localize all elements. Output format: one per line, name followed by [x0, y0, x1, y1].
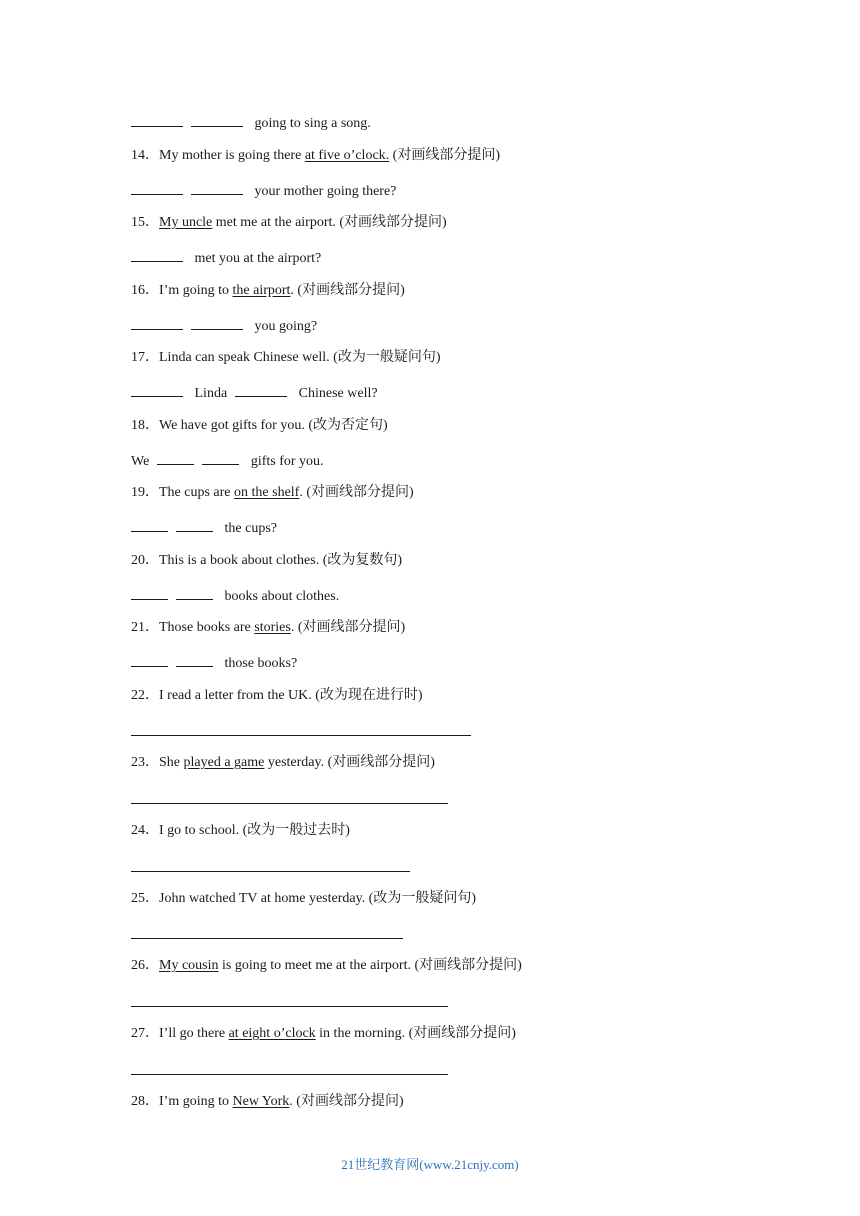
- question-text: The cups are: [159, 485, 235, 500]
- question-text: John watched TV at home yesterday. (改为一般疑问句): [159, 891, 477, 906]
- answer-text: the cups?: [224, 521, 277, 536]
- blank[interactable]: [131, 248, 183, 262]
- question-text: I’ll go there: [159, 1026, 229, 1041]
- blank[interactable]: [191, 316, 243, 330]
- underlined-phrase: at five o’clock.: [304, 148, 390, 163]
- question-24: [131, 822, 350, 840]
- answer-text: Linda: [194, 386, 228, 401]
- answer-rule-26[interactable]: [131, 1006, 448, 1007]
- question-number: 25．: [131, 891, 159, 906]
- question-21: [131, 619, 405, 637]
- question-22: [131, 687, 423, 705]
- underlined-phrase: the airport: [232, 283, 291, 298]
- underlined-phrase: stories: [254, 620, 291, 635]
- answer-text: those books?: [224, 656, 298, 671]
- answer-line-14: [131, 181, 396, 201]
- answer-text: you going?: [254, 319, 318, 334]
- question-14: [131, 147, 500, 165]
- answer-line-20: [131, 586, 339, 606]
- blank[interactable]: [131, 383, 183, 397]
- answer-line-18: [131, 451, 324, 471]
- blank[interactable]: [235, 383, 287, 397]
- question-number: 15．: [131, 215, 159, 230]
- answer-text: met you at the airport?: [194, 251, 322, 266]
- blank[interactable]: [157, 451, 194, 465]
- answer-line-13: [131, 113, 371, 133]
- question-19: [131, 484, 414, 502]
- question-text: Those books are: [159, 620, 255, 635]
- answer-text: We: [131, 454, 150, 469]
- blank[interactable]: [131, 113, 183, 127]
- question-text: We have got gifts for you. (改为否定句): [159, 418, 388, 433]
- question-number: 26．: [131, 958, 159, 973]
- blank[interactable]: [176, 586, 213, 600]
- question-text: I go to school. (改为一般过去时): [159, 823, 350, 838]
- blank[interactable]: [176, 518, 213, 532]
- answer-text: going to sing a song.: [254, 116, 371, 131]
- underlined-phrase: New York: [232, 1094, 290, 1109]
- blank[interactable]: [202, 451, 239, 465]
- answer-text: your mother going there?: [254, 184, 397, 199]
- answer-line-19: [131, 518, 277, 538]
- blank[interactable]: [131, 653, 168, 667]
- question-number: 22．: [131, 688, 159, 703]
- question-17: [131, 349, 441, 367]
- answer-rule-22[interactable]: [131, 735, 471, 736]
- underlined-phrase: at eight o’clock: [228, 1026, 316, 1041]
- question-number: 24．: [131, 823, 159, 838]
- blank[interactable]: [131, 586, 168, 600]
- instruction: . (对画线部分提问): [299, 485, 414, 500]
- underlined-phrase: My uncle: [159, 215, 213, 230]
- underlined-phrase: played a game: [183, 755, 265, 770]
- instruction: . (对画线部分提问): [290, 283, 405, 298]
- answer-rule-24[interactable]: [131, 871, 410, 872]
- question-text: She: [159, 755, 184, 770]
- question-number: 23．: [131, 755, 159, 770]
- question-number: 18．: [131, 418, 159, 433]
- question-20: [131, 552, 402, 570]
- answer-text: books about clothes.: [224, 589, 340, 604]
- question-number: 16．: [131, 283, 159, 298]
- question-text: This is a book about clothes. (改为复数句): [159, 553, 403, 568]
- instruction: is going to meet me at the airport. (对画线部分提问): [218, 958, 522, 973]
- question-number: 27．: [131, 1026, 159, 1041]
- answer-line-17: [131, 383, 378, 403]
- blank[interactable]: [131, 181, 183, 195]
- instruction: met me at the airport. (对画线部分提问): [212, 215, 447, 230]
- instruction: . (对画线部分提问): [289, 1094, 404, 1109]
- question-number: 14．: [131, 148, 159, 163]
- question-text: I’m going to: [159, 1094, 233, 1109]
- question-18: [131, 417, 388, 435]
- answer-text: gifts for you.: [250, 454, 324, 469]
- instruction: yesterday. (对画线部分提问): [264, 755, 435, 770]
- question-number: 19．: [131, 485, 159, 500]
- instruction: . (对画线部分提问): [290, 620, 406, 635]
- underlined-phrase: on the shelf: [234, 485, 300, 500]
- blank[interactable]: [191, 113, 243, 127]
- question-text: Linda can speak Chinese well. (改为一般疑问句): [159, 350, 441, 365]
- answer-rule-27[interactable]: [131, 1074, 448, 1075]
- question-27: [131, 1025, 516, 1043]
- underlined-phrase: My cousin: [159, 958, 219, 973]
- answer-rule-25[interactable]: [131, 938, 403, 939]
- question-number: 28．: [131, 1094, 159, 1109]
- answer-rule-23[interactable]: [131, 803, 448, 804]
- answer-line-15: [131, 248, 321, 268]
- question-15: [131, 214, 447, 232]
- question-text: My mother is going there: [159, 148, 305, 163]
- question-26: [131, 957, 522, 975]
- blank[interactable]: [191, 181, 243, 195]
- question-23: [131, 754, 435, 772]
- blank[interactable]: [131, 316, 183, 330]
- answer-line-21: [131, 653, 297, 673]
- page-footer: 21世纪教育网(www.21cnjy.com): [341, 1157, 519, 1172]
- answer-text: Chinese well?: [298, 386, 378, 401]
- question-16: [131, 282, 405, 300]
- answer-line-16: [131, 316, 317, 336]
- question-number: 21．: [131, 620, 159, 635]
- blank[interactable]: [131, 518, 168, 532]
- question-28: [131, 1093, 404, 1111]
- question-25: [131, 890, 476, 908]
- instruction: in the morning. (对画线部分提问): [315, 1026, 516, 1041]
- question-text: I’m going to: [159, 283, 233, 298]
- question-text: I read a letter from the UK. (改为现在进行时): [159, 688, 423, 703]
- blank[interactable]: [176, 653, 213, 667]
- question-number: 17．: [131, 350, 159, 365]
- question-number: 20．: [131, 553, 159, 568]
- instruction: (对画线部分提问): [389, 148, 500, 163]
